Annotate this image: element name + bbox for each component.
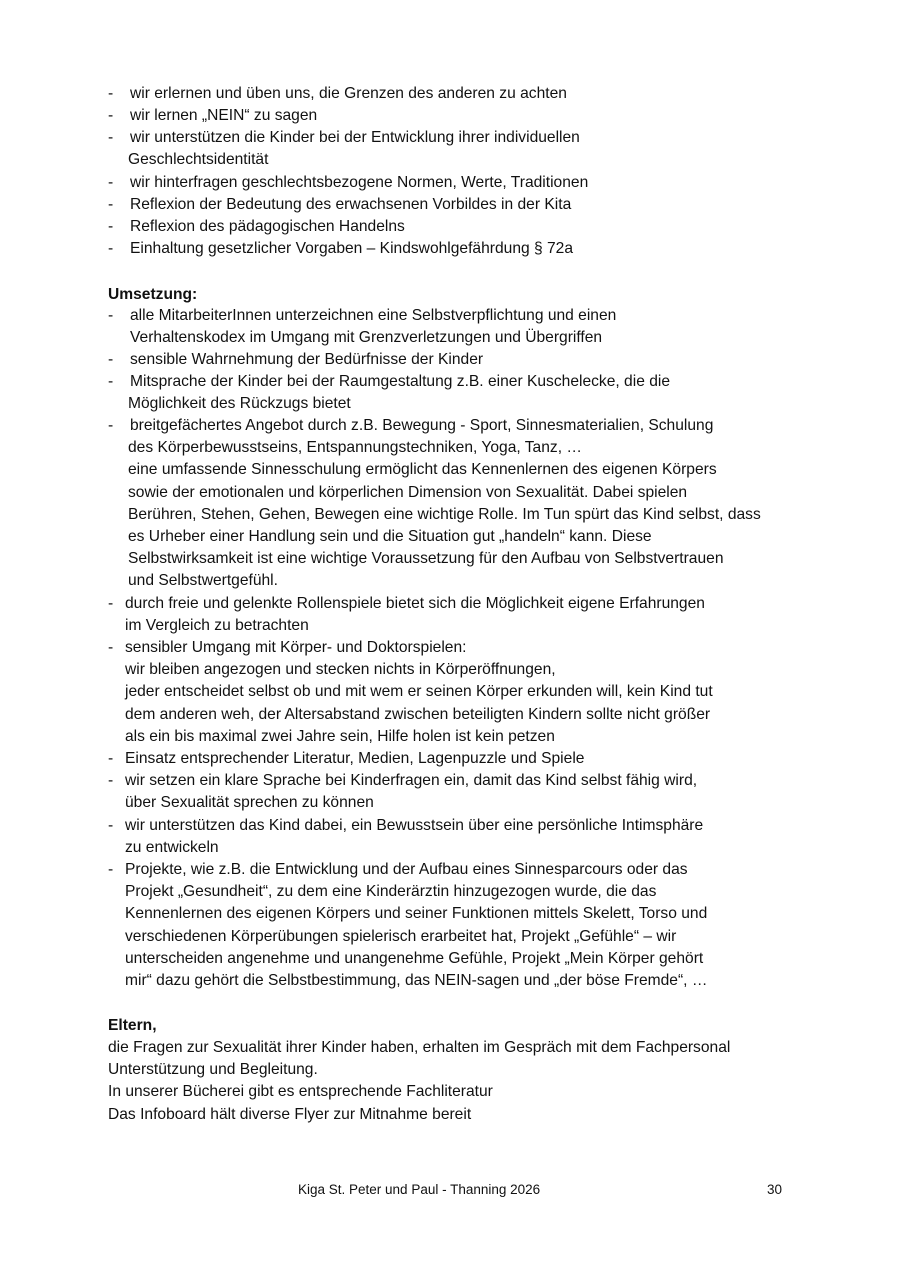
list-item: - breitgefächertes Angebot durch z.B. Bewegung - Sport, Sinnesmaterialien, Schulung des Körperbewusstseins, Entspannungstechniken, Yoga, Tanz, … eine umfassende Sinnesschulung ermöglicht das Kennenlernen des eigenen Körpers sowie der emotionalen und körperlichen Dimension von Sexualität. Dabei spielen Berühren, Stehen, Gehen, Bewegen eine wichtige Rolle. Im Tun spürt das Kind selbst, dass es Urheber einer Handlung sein und die Situation gut „handeln“ kann. Diese Selbstwirksamkeit ist eine wichtige Voraussetzung für den Aufbau von Selbstvertrauen und Selbstwertgefühl. [108, 417, 761, 590]
list-item: - wir setzen ein klare Sprache bei Kinderfragen ein, damit das Kind selbst fähig wird, über Sexualität sprechen zu können [108, 772, 698, 812]
eltern-heading: Eltern, [108, 1017, 157, 1034]
list-item: - Reflexion des pädagogischen Handelns [108, 216, 405, 238]
eltern-paragraph: die Fragen zur Sexualität ihrer Kinder haben, erhalten im Gespräch mit dem Fachpersonal Unterstützung und Begleitung. In unserer Bücherei gibt es entsprechende Fachliteratur Das Infoboard hält diverse Flyer zur Mitnahme bereit [108, 1039, 731, 1123]
list-item: - Einsatz entsprechender Literatur, Medien, Lagenpuzzle und Spiele [108, 748, 584, 770]
list-item: - Mitsprache der Kinder bei der Raumgestaltung z.B. einer Kuschelecke, die die Möglichkeit des Rückzugs bietet [108, 373, 671, 413]
bullet-dash: - [108, 174, 114, 191]
list-item: - sensibler Umgang mit Körper- und Doktorspielen: wir bleiben angezogen und stecken nichts in Körperöffnungen, jeder entscheidet selbst ob und mit wem er seinen Körper erkunden will, kein Kind tut dem anderen weh, der Altersabstand zwischen beteiligten Kindern sollte nicht größer als ein bis maximal zwei Jahre sein, Hilfe holen ist kein petzen [108, 639, 713, 745]
bullet-dash: - [108, 107, 114, 124]
footer-title: Kiga St. Peter und Paul - Thanning 2026 [298, 1182, 541, 1197]
bullet-dash: - [108, 417, 114, 434]
list-item: - Projekte, wie z.B. die Entwicklung und der Aufbau eines Sinnesparcours oder das Projekt „Gesundheit“, zu dem eine Kinderärztin hinzugezogen wurde, die das Kennenlernen des eigenen Körpers und seiner Funktionen mittels Skelett, Torso und verschiedenen Körperübungen spielerisch erarbeitet hat, Projekt „Gefühle“ – wir unterscheiden angenehme und unangenehme Gefühle, Projekt „Mein Körper gehört mir“ dazu gehört die Selbstbestimmung, das NEIN-sagen und „der böse Fremde“, … [108, 861, 708, 990]
list-item: - wir hinterfragen geschlechtsbezogene Normen, Werte, Traditionen [108, 172, 588, 194]
list-item: - alle MitarbeiterInnen unterzeichnen eine Selbstverpflichtung und einen Verhaltenskodex im Umgang mit Grenzverletzungen und Übergriffen [108, 307, 617, 347]
bullet-dash: - [108, 240, 114, 257]
bullet-dash: - [108, 351, 114, 368]
bullet-dash: - [108, 817, 114, 834]
list-item: - Einhaltung gesetzlicher Vorgaben – Kindswohlgefährdung § 72a [108, 238, 573, 260]
list-item: - durch freie und gelenkte Rollenspiele bietet sich die Möglichkeit eigene Erfahrungen im Vergleich zu betrachten [108, 595, 705, 635]
bullet-dash: - [108, 129, 114, 146]
bullet-dash: - [108, 772, 114, 789]
list-item: - wir unterstützen das Kind dabei, ein Bewusstsein über eine persönliche Intimsphäre zu entwickeln [108, 817, 704, 857]
bullet-dash: - [108, 196, 114, 213]
bullet-dash: - [108, 85, 114, 102]
list-item: - wir unterstützen die Kinder bei der Entwicklung ihrer individuellen Geschlechtsidentität [108, 129, 580, 169]
list-item: - sensible Wahrnehmung der Bedürfnisse der Kinder [108, 349, 483, 371]
bullet-dash: - [108, 639, 114, 656]
bullet-dash: - [108, 373, 114, 390]
bullet-dash: - [108, 861, 114, 878]
list-item: - wir erlernen und üben uns, die Grenzen des anderen zu achten [108, 83, 567, 105]
bullet-dash: - [108, 218, 114, 235]
page-number: 30 [767, 1182, 783, 1197]
bullet-dash: - [108, 750, 114, 767]
bullet-dash: - [108, 595, 114, 612]
list-item: - wir lernen „NEIN“ zu sagen [108, 105, 317, 127]
list-item: - Reflexion der Bedeutung des erwachsenen Vorbildes in der Kita [108, 194, 571, 216]
bullet-dash: - [108, 307, 114, 324]
umsetzung-heading: Umsetzung: [108, 286, 198, 303]
